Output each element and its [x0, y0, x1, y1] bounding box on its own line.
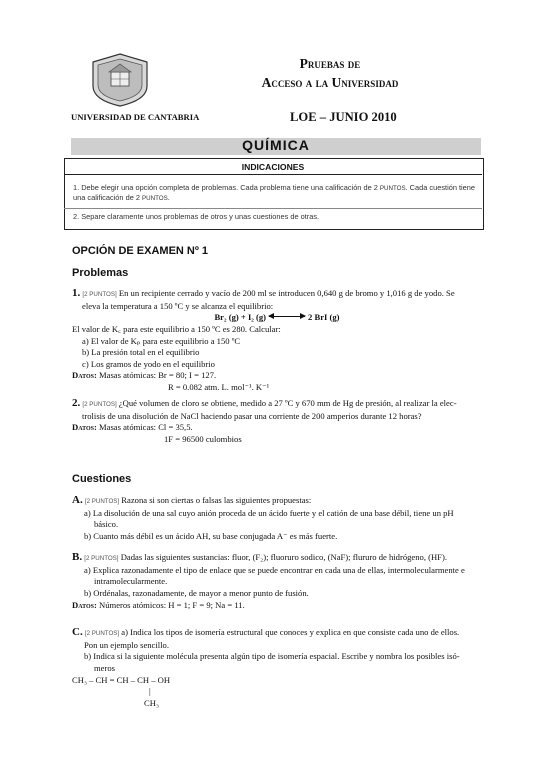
- molecule-branch: CH₃: [144, 697, 159, 708]
- equilibrium-equation: Br₂ (g) + I₂ (g) 2 BrI (g): [214, 312, 340, 323]
- problem-1: 1. [2 PUNTOS] En un recipiente cerrado y vacío de 200 ml se introducen 0,640 g de bromo y 1,016 g de yodo. Se eleva la temperatura a 150 ºC y se alcanza el equilibrio: Br₂ (g) + I₂ (g) 2 BrI (g) El valor de K꜀ para este equilibrio a 150 ºC es 280. Calcular: a) El valor de Kₚ para este equilibrio a 150 ºC b) La presión total en el equilibrio c) Los gramos de yodo en el equilibrio Datos: Masas atómicas: Br = 80; I = 127. R = 0.082 atm. L. mol⁻¹. K⁻¹: [72, 286, 482, 394]
- exam-session: LOE – JUNIO 2010: [290, 110, 397, 124]
- question-c: C. [2 PUNTOS] a) Indica los tipos de isomería estructural que conoces y explica en que consiste cada uno de ellos. Pon un ejemplo sencillo. b) Indica si la siguiente molécula presenta algún tipo de isomería espacial. Escribe y nombra los posibles isó- meros CH₃ – CH = CH – CH – OH | CH₃: [72, 625, 482, 709]
- university-seal-logo: [85, 52, 155, 108]
- subject-title: QUÍMICA: [242, 137, 310, 153]
- instruction-item-2: 2. Separe claramente unos problemas de otros y unas cuestiones de otras.: [73, 212, 320, 221]
- question-a: A. [2 PUNTOS] Razona si son ciertas o falsas las siguientes propuestas: a) La disolución de una sal cuyo anión proceda de un ácido fuerte y el catión de una base débil, tiene un pH básico. b) Cuanto más débil es un ácido AH, su base conjugada A⁻ es más fuerte.: [72, 494, 454, 542]
- option-title: OPCIÓN DE EXAMEN Nº 1: [72, 245, 209, 257]
- instructions-title: INDICACIONES: [241, 162, 305, 172]
- molecule-formula: CH₃ – CH = CH – CH – OH: [72, 674, 171, 685]
- questions-heading: Cuestiones: [72, 473, 132, 485]
- equilibrium-arrow-icon: [269, 316, 305, 317]
- university-name: UNIVERSIDAD DE CANTABRIA: [71, 112, 200, 122]
- instructions-divider: [64, 174, 482, 175]
- exam-title: Pruebas de Acceso a la Universidad: [261, 56, 399, 90]
- problem-2: 2. [2 PUNTOS] ¿Qué volumen de cloro se obtiene, medido a 27 ºC y 670 mm de Hg de presión, al realizar la elec- trolisis de una disolución de NaCl haciendo pasar una corriente de 200 amperios durante 12 horas? Datos: Masas atómicas: Cl = 35,5. 1F = 96500 culombios: [72, 397, 457, 445]
- molecule-bond: |: [149, 686, 151, 697]
- problems-heading: Problemas: [72, 267, 129, 279]
- instructions-separator: [64, 208, 482, 209]
- question-b: B. [2 PUNTOS] Dadas las siguientes sustancias: fluor, (F₂); fluoruro sodico, (NaF); flururo de hidrógeno, (HF). a) Explica razonadamente el tipo de enlace que se puede encontrar en cada una de ellas, intermolecularmente e intramolecularmente. b) Ordénalas, razonadamente, de mayor a menor punto de fusión. Datos: Números atómicos: H = 1; F = 9; Na = 11.: [72, 551, 465, 610]
- instruction-item-1: 1. Debe elegir una opción completa de problemas. Cada problema tiene una calificación de 2 PUNTOS. Cada cuestión tiene una calificación de 2 PUNTOS.: [73, 183, 476, 203]
